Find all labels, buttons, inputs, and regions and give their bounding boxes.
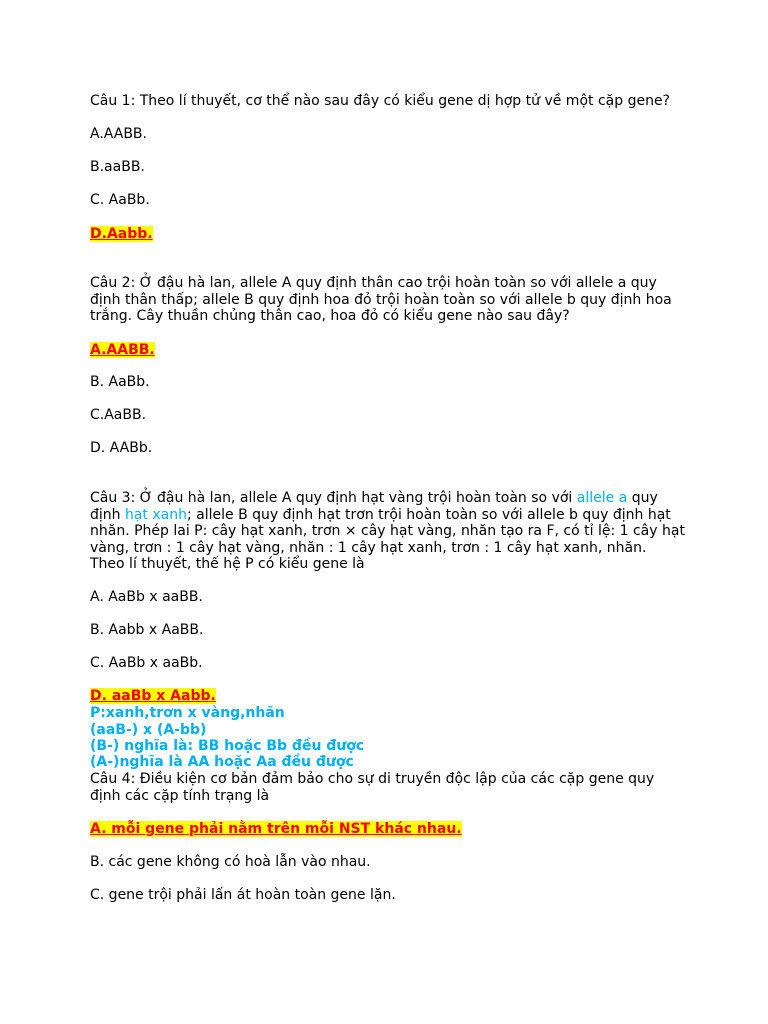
q4-option-a-answer: A. mỗi gene phải nằm trên mỗi NST khác nhau.	[90, 821, 462, 837]
question-4-line-2: định các cặp tính trạng là	[90, 788, 270, 804]
question-3-line-3: nhăn. Phép lai P: cây hạt xanh, trơn × cây hạt vàng, nhăn tạo ra F, có tỉ lệ: 1 cây hạt	[90, 523, 685, 539]
q1-option-d-answer: D.Aabb.	[90, 226, 153, 242]
question-4-line-1: Câu 4: Điều kiện cơ bản đảm bảo cho sự di truyền độc lập của các cặp gene quy	[90, 771, 655, 787]
question-2-line-1: Câu 2: Ở đậu hà lan, allele A quy định thân cao trội hoàn toàn so với allele a quy	[90, 275, 657, 291]
q3-option-b: B. Aabb x AaBB.	[90, 622, 204, 638]
q4-option-c: C. gene trội phải lấn át hoàn toàn gene lặn.	[90, 887, 396, 903]
question-2-line-3: trắng. Cây thuần chủng thân cao, hoa đỏ có kiểu gene nào sau đây?	[90, 308, 570, 324]
q2-option-b: B. AaBb.	[90, 374, 150, 390]
q2-option-d: D. AABb.	[90, 440, 153, 456]
q2-option-a-answer: A.AABB.	[90, 342, 155, 358]
question-3-line-1: Câu 3: Ở đậu hà lan, allele A quy định hạt vàng trội hoàn toàn so với allele a quy	[90, 490, 658, 506]
q1-option-b: B.aaBB.	[90, 159, 145, 175]
question-3-line-5: Theo lí thuyết, thế hệ P có kiểu gene là	[90, 556, 365, 572]
highlighted-term: allele a	[576, 490, 628, 506]
q1-option-a: A.AABB.	[90, 126, 147, 142]
q1-option-c: C. AaBb.	[90, 192, 150, 208]
question-2-line-2: định thân thấp; allele B quy định hoa đỏ trội hoàn toàn so với allele b quy định hoa	[90, 292, 672, 308]
q3-explanation-line-2: (aaB-) x (A-bb)	[90, 722, 207, 738]
q3-option-a: A. AaBb x aaBB.	[90, 589, 203, 605]
question-1-text: Câu 1: Theo lí thuyết, cơ thể nào sau đây có kiểu gene dị hợp tử về một cặp gene?	[90, 93, 670, 109]
q3-explanation-line-3: (B-) nghĩa là: BB hoặc Bb đều được	[90, 738, 365, 754]
question-3-line-2: định hạt xanh; allele B quy định hạt trơn trội hoàn toàn so với allele b quy định hạt	[90, 507, 671, 523]
q3-explanation-line-4: (A-)nghĩa là AA hoặc Aa đều được	[90, 754, 354, 770]
q4-option-b: B. các gene không có hoà lẫn vào nhau.	[90, 854, 371, 870]
highlighted-term: hạt xanh	[124, 507, 187, 523]
q2-option-c: C.AaBB.	[90, 407, 147, 423]
question-3-line-4: vàng, trơn : 1 cây hạt vàng, nhăn : 1 cây hạt xanh, trơn : 1 cây hạt xanh, nhăn.	[90, 540, 647, 556]
q3-option-c: C. AaBb x aaBb.	[90, 655, 203, 671]
q3-option-d-answer: D. aaBb x Aabb.	[90, 688, 216, 704]
q3-explanation-line-1: P:xanh,trơn x vàng,nhăn	[90, 705, 285, 721]
